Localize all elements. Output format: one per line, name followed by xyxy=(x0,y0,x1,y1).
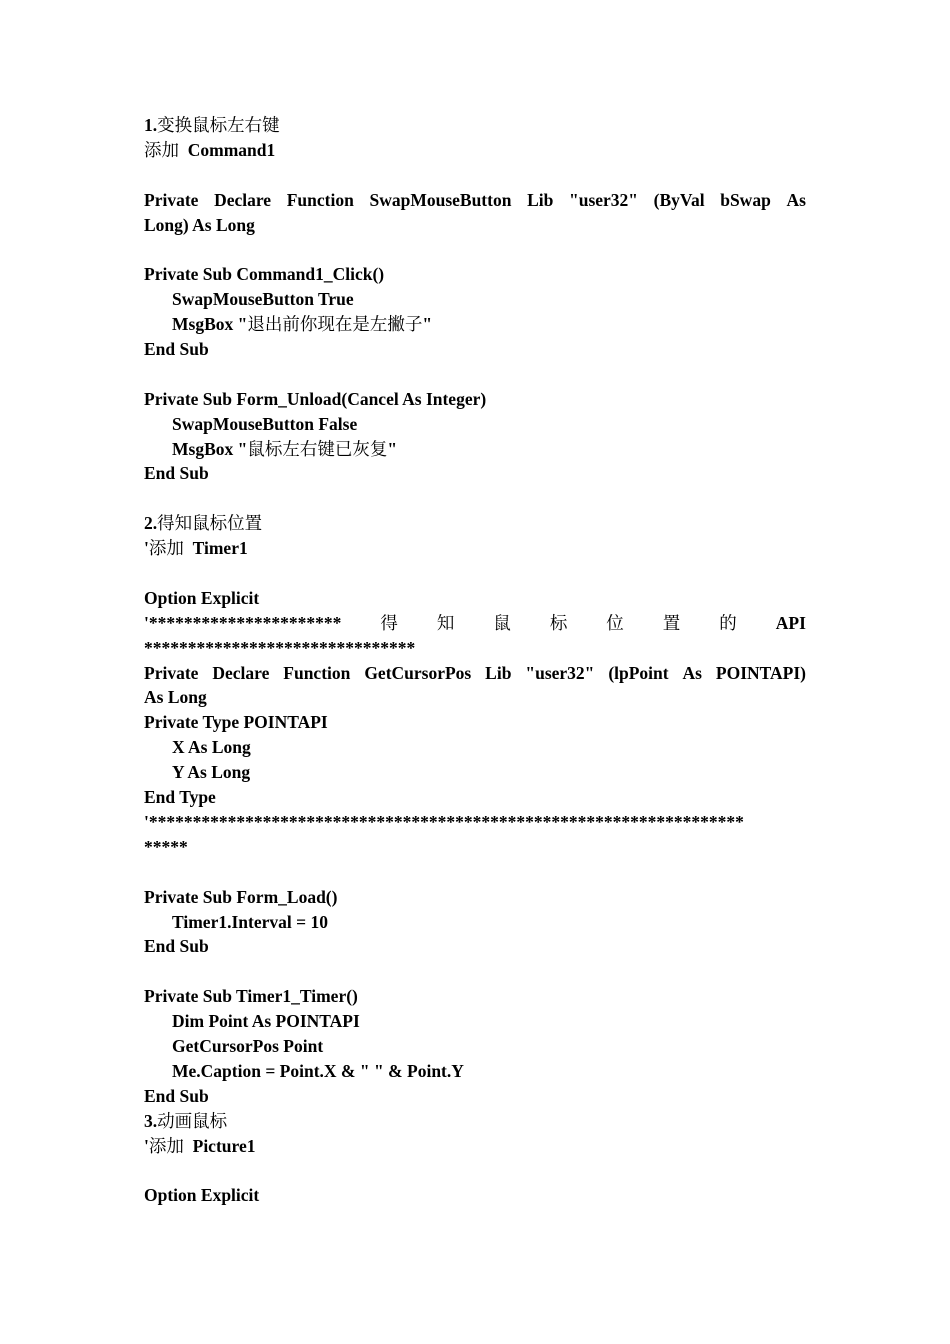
heading-number: 3. xyxy=(144,1110,158,1131)
swap-declare-line1 xyxy=(144,188,806,213)
section3-heading xyxy=(144,1109,806,1134)
justified-word: API xyxy=(775,612,806,633)
form-unload-body1: SwapMouseButton False xyxy=(172,413,358,434)
form-load-end: End Sub xyxy=(144,936,209,957)
type-field-x: X As Long xyxy=(172,737,251,758)
justified-word: 的 xyxy=(719,612,737,633)
justified-word: '********************** xyxy=(144,612,342,633)
justified-word: "user32" xyxy=(525,662,595,683)
heading-text: 变换鼠标左右键 xyxy=(157,115,280,135)
option-explicit: Option Explicit xyxy=(144,587,260,608)
separator-comment-line2: ***** xyxy=(144,836,188,857)
msgbox-code: MsgBox " xyxy=(172,438,248,459)
comment-prefix: ' xyxy=(144,1135,149,1156)
form-unload-end: End Sub xyxy=(144,463,209,484)
justified-word: 标 xyxy=(549,612,568,633)
timer-end: End Sub xyxy=(144,1085,209,1106)
timer-body2: GetCursorPos Point xyxy=(172,1035,324,1056)
justified-word: As xyxy=(786,189,806,210)
command1-click-end: End Sub xyxy=(144,339,209,360)
control-name: Timer1 xyxy=(192,538,248,559)
justified-word: "user32" xyxy=(569,189,639,210)
justified-word: Private xyxy=(144,662,199,683)
justified-word: (lpPoint xyxy=(608,662,669,683)
command1-click-header: Private Sub Command1_Click() xyxy=(144,264,385,285)
justified-word: Function xyxy=(283,662,351,683)
section1-heading xyxy=(144,113,806,138)
document-page xyxy=(144,113,806,1208)
justified-word: Declare xyxy=(214,189,272,210)
justified-word: 置 xyxy=(662,612,681,633)
command1-click-body1: SwapMouseButton True xyxy=(172,289,354,310)
msgbox-quote: " xyxy=(387,438,398,459)
justified-word: Function xyxy=(286,189,354,210)
heading-number: 2. xyxy=(144,513,158,534)
msgbox-code: MsgBox " xyxy=(172,314,248,335)
heading-text: 得知鼠标位置 xyxy=(157,513,263,534)
justified-word: 位 xyxy=(606,612,624,633)
separator-comment-line1: '******************************************************************** xyxy=(144,811,744,832)
section2-heading xyxy=(144,511,806,536)
justified-word: Declare xyxy=(212,662,270,683)
type-end: End Type xyxy=(144,787,216,808)
justified-word: SwapMouseButton xyxy=(369,189,512,210)
heading-number: 1. xyxy=(144,115,158,135)
justified-word: 得 xyxy=(380,612,398,633)
add-label: 添加 xyxy=(144,139,179,160)
timer-header: Private Sub Timer1_Timer() xyxy=(144,986,358,1007)
form-load-header: Private Sub Form_Load() xyxy=(144,886,338,907)
form-unload-body2 xyxy=(144,437,806,462)
heading-text: 动画鼠标 xyxy=(157,1110,228,1131)
section3-add-control xyxy=(144,1134,806,1159)
justified-word: 知 xyxy=(436,612,455,633)
justified-word: As xyxy=(682,662,702,683)
form-unload-header: Private Sub Form_Unload(Cancel As Integer) xyxy=(144,388,487,409)
section1-add-control xyxy=(144,138,806,163)
section2-add-control xyxy=(144,536,806,561)
timer-body1: Dim Point As POINTAPI xyxy=(172,1011,360,1032)
control-name: Picture1 xyxy=(192,1135,256,1156)
timer-body3: Me.Caption = Point.X & " " & Point.Y xyxy=(172,1060,464,1081)
justified-word: POINTAPI) xyxy=(715,662,806,683)
comment-prefix: ' xyxy=(144,538,149,559)
msgbox-text: 鼠标左右键已灰复 xyxy=(247,438,388,459)
control-name: Command1 xyxy=(187,139,276,160)
form-load-body: Timer1.Interval = 10 xyxy=(172,911,328,932)
command1-click-body2 xyxy=(144,312,806,337)
msgbox-quote: " xyxy=(422,314,433,335)
option-explicit-2: Option Explicit xyxy=(144,1185,260,1206)
api-comment-line2: ******************************* xyxy=(144,637,416,658)
msgbox-text: 退出前你现在是左撇子 xyxy=(247,314,423,335)
justified-word: (ByVal xyxy=(653,189,705,210)
justified-word: Lib xyxy=(527,189,554,210)
justified-word: 鼠 xyxy=(493,612,511,633)
justified-word: bSwap xyxy=(720,189,771,210)
swap-declare-line2: Long) As Long xyxy=(144,214,255,235)
add-label: 添加 xyxy=(148,1135,184,1156)
type-header: Private Type POINTAPI xyxy=(144,712,328,733)
justified-word: Lib xyxy=(485,662,512,683)
justified-word: GetCursorPos xyxy=(364,662,472,683)
type-field-y: Y As Long xyxy=(172,762,251,783)
getcursor-declare-line2: As Long xyxy=(144,687,207,708)
getcursor-declare-line1 xyxy=(144,661,806,686)
api-comment-line1 xyxy=(144,611,806,636)
justified-word: Private xyxy=(144,189,199,210)
add-label: 添加 xyxy=(148,538,184,559)
